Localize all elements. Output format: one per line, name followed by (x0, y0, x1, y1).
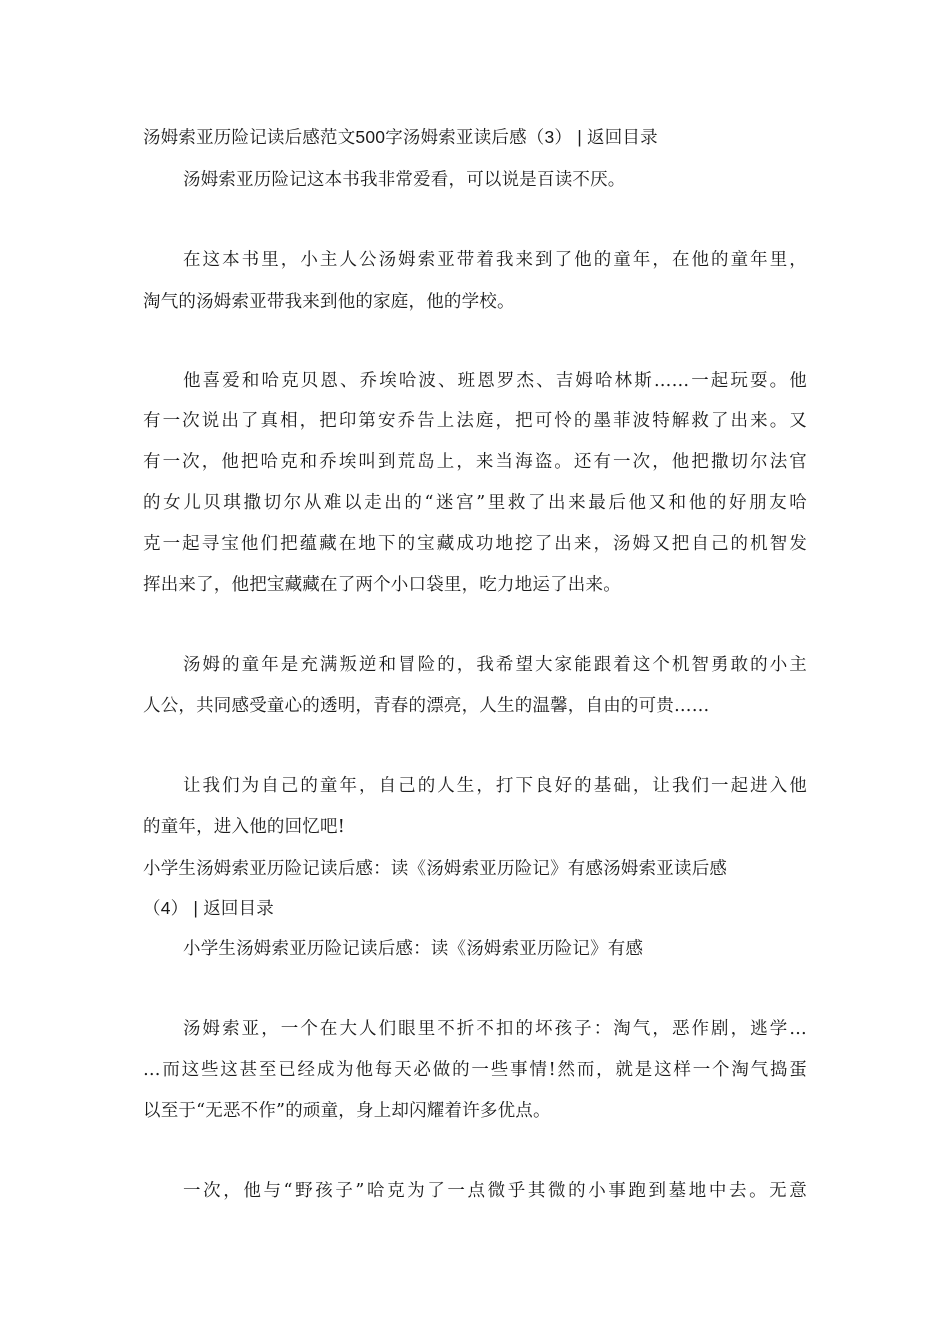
section-heading-3: 汤姆索亚历险记读后感范文500字汤姆索亚读后感（3） | 返回目录 (143, 127, 658, 147)
paragraph-line: 挥出来了，他把宝藏藏在了两个小口袋里，吃力地运了出来。 (143, 575, 621, 595)
paragraph-line: 在这本书里，小主人公汤姆索亚带着我来到了他的童年，在他的童年里， (183, 250, 807, 270)
paragraph-line: 他喜爱和哈克贝恩、乔埃哈波、班恩罗杰、吉姆哈林斯……一起玩耍。他 (183, 371, 807, 391)
paragraph-line: 以至于“无恶不作”的顽童，身上却闪耀着许多优点。 (143, 1101, 551, 1121)
paragraph-line: 的童年，进入他的回忆吧! (143, 817, 345, 837)
paragraph-line: 克一起寻宝他们把蕴藏在地下的宝藏成功地挖了出来，汤姆又把自己的机智发 (143, 534, 807, 554)
paragraph-line: …而这些这甚至已经成为他每天必做的一些事情!然而，就是这样一个淘气捣蛋 (143, 1060, 807, 1080)
section-heading-4: 小学生汤姆索亚历险记读后感：读《汤姆索亚历险记》有感汤姆索亚读后感 (143, 858, 728, 878)
paragraph-line: 有一次，他把哈克和乔埃叫到荒岛上，来当海盗。还有一次，他把撒切尔法官 (143, 452, 807, 472)
paragraph-line: 有一次说出了真相，把印第安乔告上法庭，把可怜的墨菲波特解救了出来。又 (143, 411, 807, 431)
section-heading-4-cont: （4） | 返回目录 (143, 898, 275, 918)
paragraph-line: 人公，共同感受童心的透明，青春的漂亮，人生的温馨，自由的可贵…… (143, 696, 710, 716)
paragraph-line: 汤姆索亚历险记这本书我非常爱看，可以说是百读不厌。 (183, 170, 626, 190)
paragraph-line: 淘气的汤姆索亚带我来到他的家庭，他的学校。 (143, 292, 515, 312)
paragraph-line: 的女儿贝琪撒切尔从难以走出的“迷宫”里救了出来最后他又和他的好朋友哈 (143, 493, 807, 513)
paragraph-line: 汤姆索亚，一个在大人们眼里不折不扣的坏孩子：淘气，恶作剧，逃学… (183, 1019, 807, 1039)
paragraph-line: 小学生汤姆索亚历险记读后感：读《汤姆索亚历险记》有感 (183, 939, 644, 959)
paragraph-line: 汤姆的童年是充满叛逆和冒险的，我希望大家能跟着这个机智勇敢的小主 (183, 655, 807, 675)
paragraph-line: 让我们为自己的童年，自己的人生，打下良好的基础，让我们一起进入他 (183, 776, 807, 796)
paragraph-line: 一次，他与“野孩子”哈克为了一点微乎其微的小事跑到墓地中去。无意 (183, 1181, 807, 1201)
